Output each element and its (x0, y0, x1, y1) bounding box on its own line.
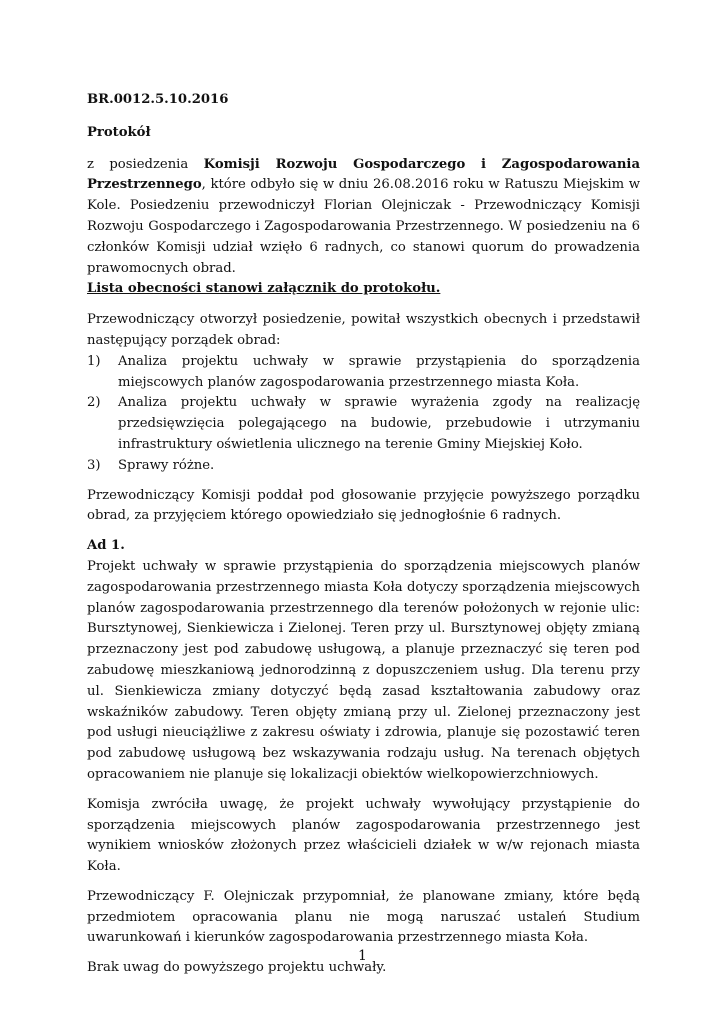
agenda-item (87, 393, 640, 455)
document-id: BR.0012.5.10.2016 (87, 92, 229, 107)
agenda-item (87, 456, 640, 477)
committee-name: Komisji Rozwoju Gospodarczego i Zagospodarowania Przestrzennego (87, 156, 640, 193)
document-content (87, 90, 640, 988)
agenda-list (87, 352, 640, 477)
document-title: Protokół (87, 124, 151, 140)
agenda-item-text: Analiza projektu uchwały w sprawie przystąpienia do sporządzenia miejscowych planów zagospodarowania przestrzennego miasta Koła. (118, 353, 640, 390)
agenda-item-text: Analiza projektu uchwały w sprawie wyrażenia zgody na realizację przedsięwzięcia polegającego na budowie, przebudowie i utrzymaniu infrastruktury oświetlenia ulicznego na terenie Gminy Miejskiej Koło. (118, 395, 640, 452)
conclusion: Brak uwag do powyższego projektu uchwały. (87, 960, 387, 976)
vote-paragraph: Przewodniczący Komisji poddał pod głosowanie przyjęcie powyższego porządku obrad, za przyjęciem którego opowiedziało się jednogłośnie 6 radnych. (87, 487, 640, 524)
agenda-item (87, 352, 640, 394)
agenda-item-text: Sprawy różne. (118, 457, 215, 473)
attendance-note: Lista obecności stanowi załącznik do protokołu. (87, 281, 441, 297)
agenda-item-number: 3) (87, 457, 101, 473)
agenda-lead: Przewodniczący otworzył posiedzenie, powitał wszystkich obecnych i przedstawił następujący porządek obrad: (87, 312, 640, 348)
chairman-reminder: Przewodniczący F. Olejniczak przypomniał, że planowane zmiany, które będą przedmiotem opracowania planu nie mogą naruszać ustaleń Studium uwarunkowań i kierunków zagospodarowania przestrzennego miasta Koła. (87, 888, 640, 946)
intro-after: , które odbyło się w dniu 26.08.2016 roku w Ratuszu Miejskim w Kole. Posiedzeniu przewodniczył Florian Olejniczak - Przewodniczący Komisji Rozwoju Gospodarczego i Zagospodarowania Przestrzennego. W posiedzeniu na 6 członków Komisji udział wzięło 6 radnych, co stanowi quorum do prowadzenia prawomocnych obrad. (87, 177, 640, 276)
commission-remark: Komisja zwróciła uwagę, że projekt uchwały wywołujący przystąpienie do sporządzenia miejscowych planów zagospodarowania przestrzennego jest wynikiem wniosków złożonych przez właścicieli działek w w/w rejonach miasta Koła. (87, 796, 640, 875)
page-number: 1 (358, 948, 367, 964)
agenda-item-number: 1) (87, 353, 101, 369)
intro-before: z posiedzenia (87, 156, 204, 172)
ad1-body: Projekt uchwały w sprawie przystąpienia do sporządzenia miejscowych planów zagospodarowania przestrzennego miasta Koła dotyczy sporządzenia miejscowych planów zagospodarowania przestrzennego dla terenów położonych w rejonie ulic: Bursztynowej, Sienkiewicza i Zielonej. Teren przy ul. Bursztynowej objęty zmianą przeznaczony jest pod zabudowę usługową, a planuje przeznaczyć się teren pod zabudowę mieszkaniową jednorodzinną z dopuszczeniem usług. Dla terenu przy ul. Sienkiewicza zmiany dotyczyć będą zasad kształtowania zabudowy oraz wskaźników zabudowy. Teren objęty zmianą przy ul. Zielonej przeznaczony jest pod usługi nieuciążliwe z zakresu oświaty i zdrowia, planuje się pozostawić teren pod zabudowę usługową bez wskazywania rodzaju usług. Na terenach objętych opracowaniem nie planuje się lokalizacji obiektów wielkopowierzchniowych. (87, 558, 640, 782)
ad1-heading: Ad 1. (87, 538, 125, 554)
agenda-item-number: 2) (87, 395, 101, 411)
intro-paragraph (87, 155, 640, 280)
